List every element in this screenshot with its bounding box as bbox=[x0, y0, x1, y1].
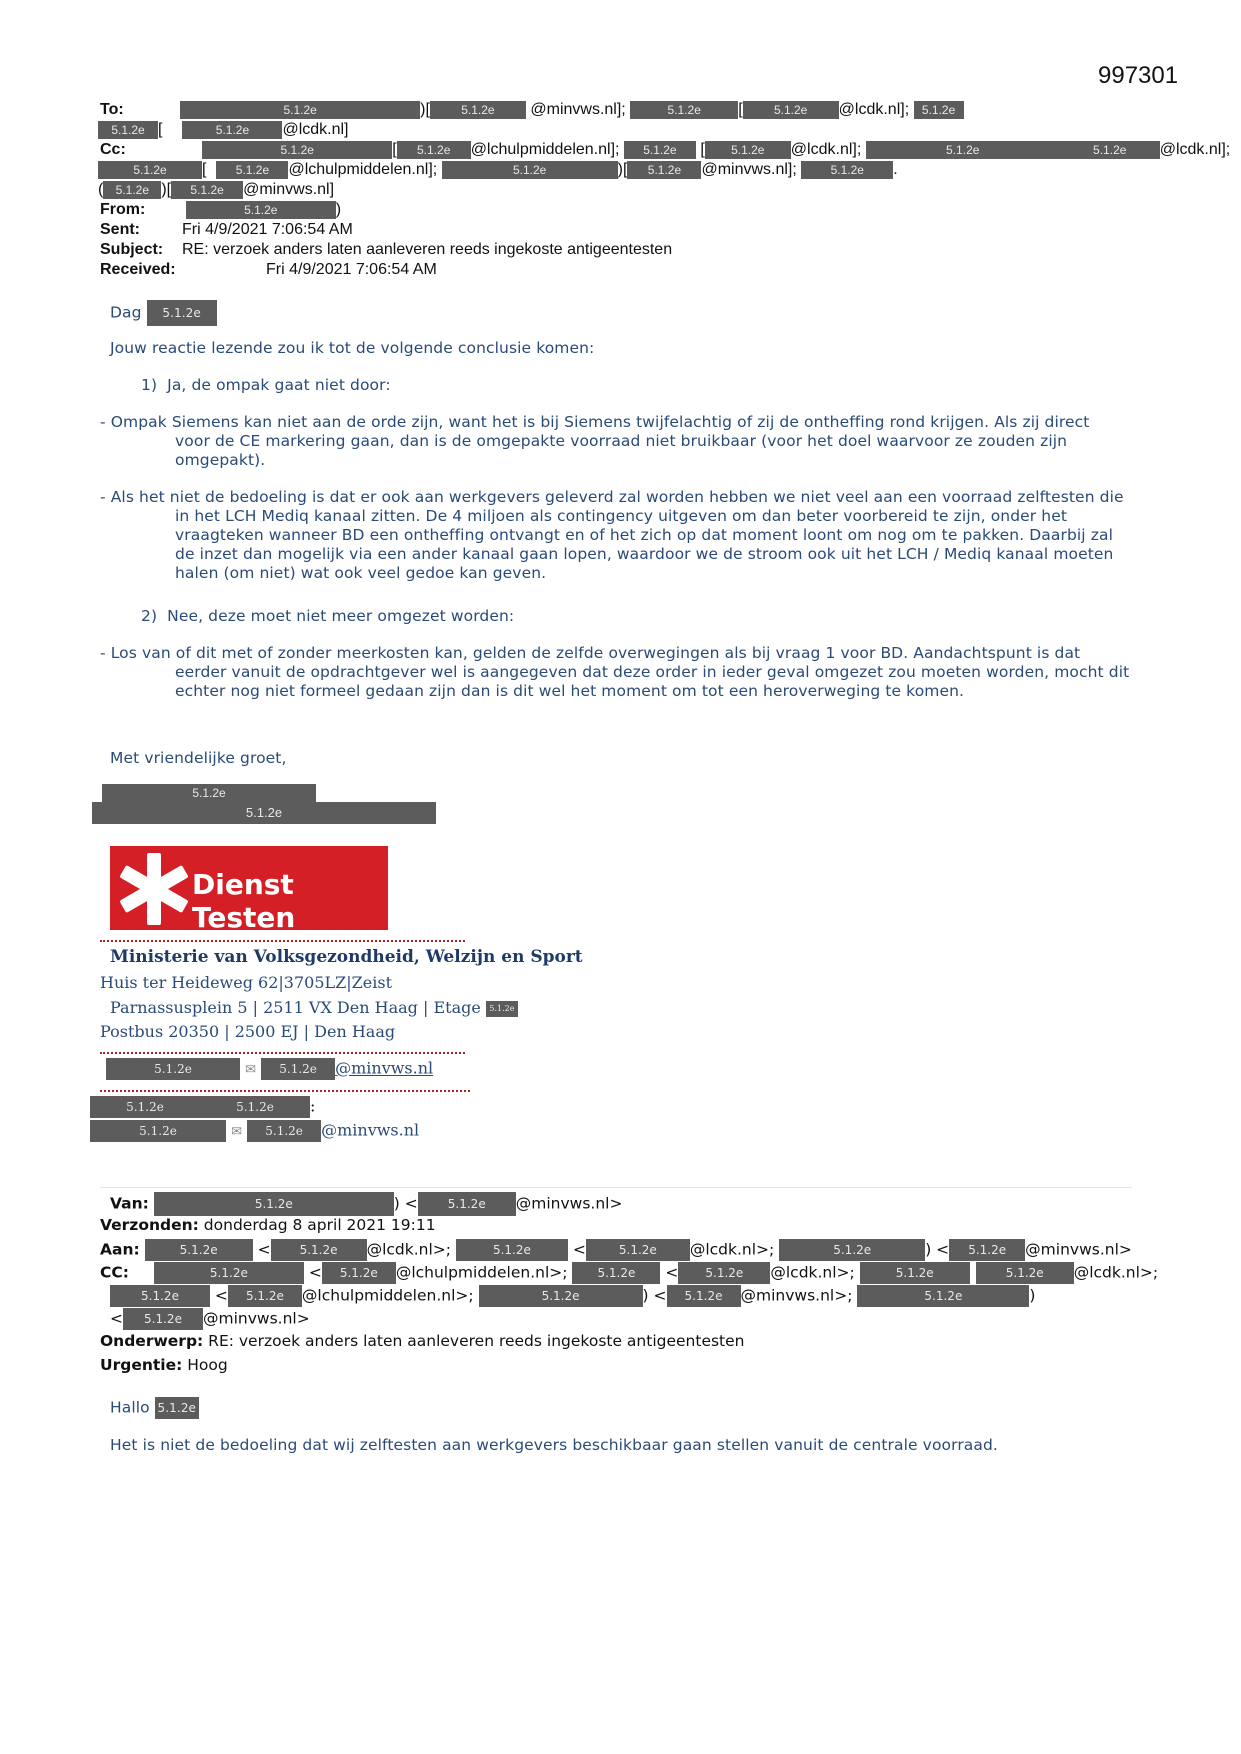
redaction: 5.1.2e bbox=[200, 1096, 310, 1118]
redaction: 5.1.2e bbox=[479, 1285, 643, 1307]
text-line: vraagteken wanneer BD een ontheffing ontvangt en of het zich op dat moment loont om nog om te pakken. Daarbij zal bbox=[175, 526, 1113, 544]
redaction: 5.1.2e bbox=[976, 1262, 1074, 1284]
separator bbox=[100, 1187, 1132, 1188]
aan-label: Aan: bbox=[100, 1240, 140, 1259]
aan-email: @lcdk.nl>; bbox=[689, 1240, 775, 1259]
email-link[interactable]: @minvws.nl bbox=[335, 1058, 434, 1078]
text-line: echter nog niet formeel gedaan zijn dan is dit wel het moment om tot een heroverweging te komen. bbox=[175, 682, 965, 700]
redaction: 5.1.2e bbox=[92, 802, 436, 824]
greeting-text: Dag bbox=[110, 303, 142, 322]
point-2: 2) Nee, deze moet niet meer omgezet worden: bbox=[141, 607, 515, 625]
to-line-1: To: 5.1.2e )[ 5.1.2e @minvws.nl]; 5.1.2e [ 5.1.2e @lcdk.nl]; 5.1.2e bbox=[100, 100, 964, 120]
bullet-3 bbox=[100, 644, 1140, 701]
text-line: de inzet dan mogelijk via een ander kanaal gaan lopen, waardoor we de stroom ook uit het LCH / Mediq kanaal moeten bbox=[175, 545, 1114, 563]
redaction: 5.1.2e bbox=[98, 121, 158, 139]
email-domain: @lcdk.nl] bbox=[282, 121, 349, 138]
verzonden-line bbox=[100, 1216, 436, 1234]
redaction: 5.1.2e bbox=[857, 1285, 1029, 1307]
redaction: 5.1.2e bbox=[98, 161, 202, 179]
redaction: 5.1.2e bbox=[90, 1120, 226, 1142]
cc-email: @lchulpmiddelen.nl>; bbox=[395, 1263, 568, 1282]
sent-line bbox=[100, 220, 353, 240]
redaction: 5.1.2e bbox=[779, 1239, 925, 1261]
address-text: Parnassusplein 5 | 2511 VX Den Haag | Etage bbox=[110, 998, 481, 1017]
received-line bbox=[100, 260, 437, 280]
email-domain: @lchulpmiddelen.nl]; bbox=[470, 141, 620, 158]
phone-row bbox=[90, 1096, 315, 1118]
redaction: 5.1.2e bbox=[397, 141, 471, 159]
redaction: 5.1.2e bbox=[667, 1285, 741, 1307]
redaction: 5.1.2e bbox=[627, 161, 701, 179]
address-den-haag bbox=[110, 998, 518, 1017]
text-line: eerder vanuit de opdrachtgever wel is aangegeven dat deze order in ieder geval omgezet zou moeten worden, mocht dit bbox=[175, 663, 1130, 681]
cc-line-3: ( 5.1.2e )[ 5.1.2e @minvws.nl] bbox=[98, 181, 335, 198]
from-label: From: bbox=[100, 201, 146, 218]
dienst-testen-logo bbox=[110, 846, 388, 934]
email-domain: @minvws.nl] bbox=[243, 181, 335, 198]
logo-text: Dienst Testen bbox=[192, 868, 296, 934]
divider bbox=[100, 1052, 465, 1054]
from-line: From: 5.1.2e ) bbox=[100, 201, 342, 218]
email-domain: @lcdk.nl]; bbox=[1159, 141, 1231, 158]
redaction: 5.1.2e bbox=[123, 1308, 203, 1330]
text-line: - Als het niet de bedoeling is dat er ook aan werkgevers geleverd zal worden hebben we niet veel aan een voorraad zelftesten die bbox=[100, 488, 1124, 506]
redaction: 5.1.2e bbox=[261, 1058, 335, 1080]
redaction: 5.1.2e bbox=[106, 1058, 240, 1080]
redaction: 5.1.2e bbox=[147, 300, 217, 326]
email-row-2 bbox=[90, 1120, 419, 1142]
asterisk-icon bbox=[116, 846, 196, 930]
subject-label: Subject: bbox=[100, 241, 164, 258]
cc-line-2: 5.1.2e < 5.1.2e @lchulpmiddelen.nl>; 5.1.2e ) < 5.1.2e @minvws.nl>; 5.1.2e ) bbox=[110, 1285, 1035, 1307]
cc-line-2: 5.1.2e [ 5.1.2e @lchulpmiddelen.nl]; 5.1.2e )[ 5.1.2e @minvws.nl]; 5.1.2e . bbox=[98, 160, 898, 180]
cc-line-1: CC: 5.1.2e < 5.1.2e @lchulpmiddelen.nl>; 5.1.2e < 5.1.2e @lcdk.nl>; 5.1.2e 5.1.2e @lcdk.nl>; bbox=[100, 1262, 1158, 1284]
redaction: 5.1.2e bbox=[186, 201, 336, 219]
redaction: 5.1.2e bbox=[102, 784, 316, 802]
email-domain: @lchulpmiddelen.nl]; bbox=[288, 161, 438, 178]
redaction: 5.1.2e bbox=[154, 1262, 304, 1284]
previous-greeting bbox=[110, 1397, 199, 1419]
point-1: 1) Ja, de ompak gaat niet door: bbox=[141, 376, 391, 394]
redaction: 5.1.2e bbox=[322, 1262, 396, 1284]
redaction: 5.1.2e bbox=[271, 1239, 367, 1261]
verzonden-value: donderdag 8 april 2021 19:11 bbox=[203, 1216, 436, 1234]
bullet-2 bbox=[100, 488, 1140, 583]
redaction: 5.1.2e bbox=[630, 101, 738, 119]
email-domain: @minvws.nl]; bbox=[701, 161, 797, 178]
van-label: Van: bbox=[110, 1194, 149, 1213]
envelope-icon: ✉ bbox=[245, 1062, 256, 1078]
urgentie-value: Hoog bbox=[187, 1356, 228, 1374]
redaction: 5.1.2e bbox=[103, 181, 161, 199]
redaction: 5.1.2e bbox=[182, 121, 282, 139]
email-domain: @minvws.nl]; bbox=[530, 101, 626, 118]
cc-email: @minvws.nl>; bbox=[740, 1286, 853, 1305]
email-text: @minvws.nl bbox=[321, 1120, 420, 1140]
received-value: Fri 4/9/2021 7:06:54 AM bbox=[266, 261, 437, 278]
redaction: 5.1.2e bbox=[914, 101, 964, 119]
previous-message: Het is niet de bedoeling dat wij zelftesten aan werkgevers beschikbaar gaan stellen vanuit de centrale voorraad. bbox=[110, 1436, 998, 1454]
redaction: 5.1.2e bbox=[743, 101, 839, 119]
redaction: 5.1.2e bbox=[949, 1239, 1025, 1261]
received-label: Received: bbox=[100, 261, 176, 278]
cc-email: @minvws.nl> bbox=[203, 1309, 310, 1328]
ministry-name: Ministerie van Volksgezondheid, Welzijn en Sport bbox=[110, 947, 583, 967]
text-line: - Ompak Siemens kan niet aan de orde zijn, want het is bij Siemens twijfelachtig of zij de ontheffing rond krijgen. Als zij direct bbox=[100, 413, 1090, 431]
address-zeist: Huis ter Heideweg 62|3705LZ|Zeist bbox=[100, 973, 392, 992]
text-line: in het LCH Mediq kanaal zitten. De 4 miljoen als contingency uitgeven om dan beter voorbereid te zijn, onder het bbox=[175, 507, 1068, 525]
redaction: 5.1.2e bbox=[572, 1262, 660, 1284]
cc-line-1: Cc: 5.1.2e [ 5.1.2e @lchulpmiddelen.nl]; 5.1.2e [ 5.1.2e @lcdk.nl]; 5.1.2e 5.1.2e @lcdk.nl]; bbox=[100, 141, 1231, 158]
cc-label: CC: bbox=[100, 1263, 129, 1282]
aan-line: Aan: 5.1.2e < 5.1.2e @lcdk.nl>; 5.1.2e < 5.1.2e @lcdk.nl>; 5.1.2e ) < 5.1.2e @minvws.nl> bbox=[100, 1239, 1132, 1261]
redaction: 5.1.2e bbox=[90, 1096, 200, 1118]
redaction: 5.1.2e bbox=[155, 1397, 199, 1419]
greeting bbox=[110, 300, 217, 326]
divider bbox=[100, 940, 465, 942]
to-label: To: bbox=[100, 101, 124, 118]
text-line: - Los van of dit met of zonder meerkosten kan, gelden de zelfde overwegingen als bij vraag 1 voor BD. Aandachtspunt is dat bbox=[100, 644, 1081, 662]
redaction: 5.1.2e bbox=[418, 1192, 516, 1216]
redaction: 5.1.2e bbox=[171, 181, 243, 199]
colon: : bbox=[310, 1096, 316, 1116]
sent-value: Fri 4/9/2021 7:06:54 AM bbox=[182, 221, 353, 238]
redaction: 5.1.2e bbox=[678, 1262, 770, 1284]
cc-email: @lcdk.nl>; bbox=[770, 1263, 855, 1282]
email-domain: @lcdk.nl]; bbox=[838, 101, 910, 118]
cc-email: @lcdk.nl>; bbox=[1073, 1263, 1159, 1282]
redaction: 5.1.2e bbox=[860, 1262, 970, 1284]
envelope-icon: ✉ bbox=[231, 1124, 242, 1140]
subject-line bbox=[100, 240, 673, 260]
onderwerp-line bbox=[100, 1332, 745, 1350]
redaction: 5.1.2e bbox=[801, 161, 893, 179]
onderwerp-label: Onderwerp: bbox=[100, 1332, 204, 1350]
redaction: 5.1.2e bbox=[154, 1192, 394, 1216]
sent-label: Sent: bbox=[100, 221, 140, 238]
urgentie-line bbox=[100, 1356, 228, 1374]
redaction: 5.1.2e bbox=[110, 1285, 210, 1307]
redaction: 5.1.2e bbox=[247, 1120, 321, 1142]
van-email: @minvws.nl> bbox=[515, 1194, 623, 1213]
redaction: 5.1.2e bbox=[145, 1239, 253, 1261]
cc-email: @lchulpmiddelen.nl>; bbox=[301, 1286, 474, 1305]
redaction: 5.1.2e bbox=[456, 1239, 568, 1261]
verzonden-label: Verzonden: bbox=[100, 1216, 199, 1234]
bullet-1 bbox=[100, 413, 1140, 470]
cc-line-3: < 5.1.2e @minvws.nl> bbox=[110, 1308, 310, 1330]
cc-label: Cc: bbox=[100, 141, 126, 158]
email-domain: @lcdk.nl]; bbox=[790, 141, 862, 158]
redaction: 5.1.2e bbox=[228, 1285, 302, 1307]
aan-email: @lcdk.nl>; bbox=[366, 1240, 451, 1259]
redaction: 5.1.2e bbox=[1060, 141, 1160, 159]
text-line: halen (om niet) wat ook veel gedoe kan geven. bbox=[175, 564, 547, 582]
onderwerp-value: RE: verzoek anders laten aanleveren reeds ingekoste antigeentesten bbox=[208, 1332, 745, 1350]
redaction: 5.1.2e bbox=[430, 101, 526, 119]
email-row-1 bbox=[106, 1058, 433, 1080]
redaction: 5.1.2e bbox=[216, 161, 288, 179]
closing: Met vriendelijke groet, bbox=[110, 749, 287, 767]
subject-value: RE: verzoek anders laten aanleveren reeds ingekoste antigeentesten bbox=[182, 241, 673, 258]
aan-email: @minvws.nl> bbox=[1025, 1240, 1132, 1259]
redaction: 5.1.2e bbox=[624, 141, 696, 159]
to-line-2: 5.1.2e [ 5.1.2e @lcdk.nl] bbox=[98, 120, 349, 140]
text-line: omgepakt). bbox=[175, 451, 266, 469]
redaction: 5.1.2e bbox=[486, 1001, 518, 1017]
redaction: 5.1.2e bbox=[202, 141, 392, 159]
redaction: 5.1.2e bbox=[180, 101, 420, 119]
urgentie-label: Urgentie: bbox=[100, 1356, 183, 1374]
redaction: 5.1.2e bbox=[705, 141, 791, 159]
divider bbox=[100, 1090, 470, 1092]
redaction: 5.1.2e bbox=[442, 161, 618, 179]
van-line: Van: 5.1.2e ) < 5.1.2e @minvws.nl> bbox=[110, 1192, 622, 1216]
address-postbus: Postbus 20350 | 2500 EJ | Den Haag bbox=[100, 1022, 396, 1041]
greeting-text: Hallo bbox=[110, 1398, 150, 1417]
redaction: 5.1.2e bbox=[866, 141, 1060, 159]
redaction: 5.1.2e bbox=[586, 1239, 690, 1261]
intro-text: Jouw reactie lezende zou ik tot de volgende conclusie komen: bbox=[110, 339, 595, 357]
document-number: 997301 bbox=[1098, 62, 1179, 89]
text-line: voor de CE markering gaan, dan is de omgepakte voorraad niet bruikbaar (voor het doel waarvoor ze zouden zijn bbox=[175, 432, 1068, 450]
